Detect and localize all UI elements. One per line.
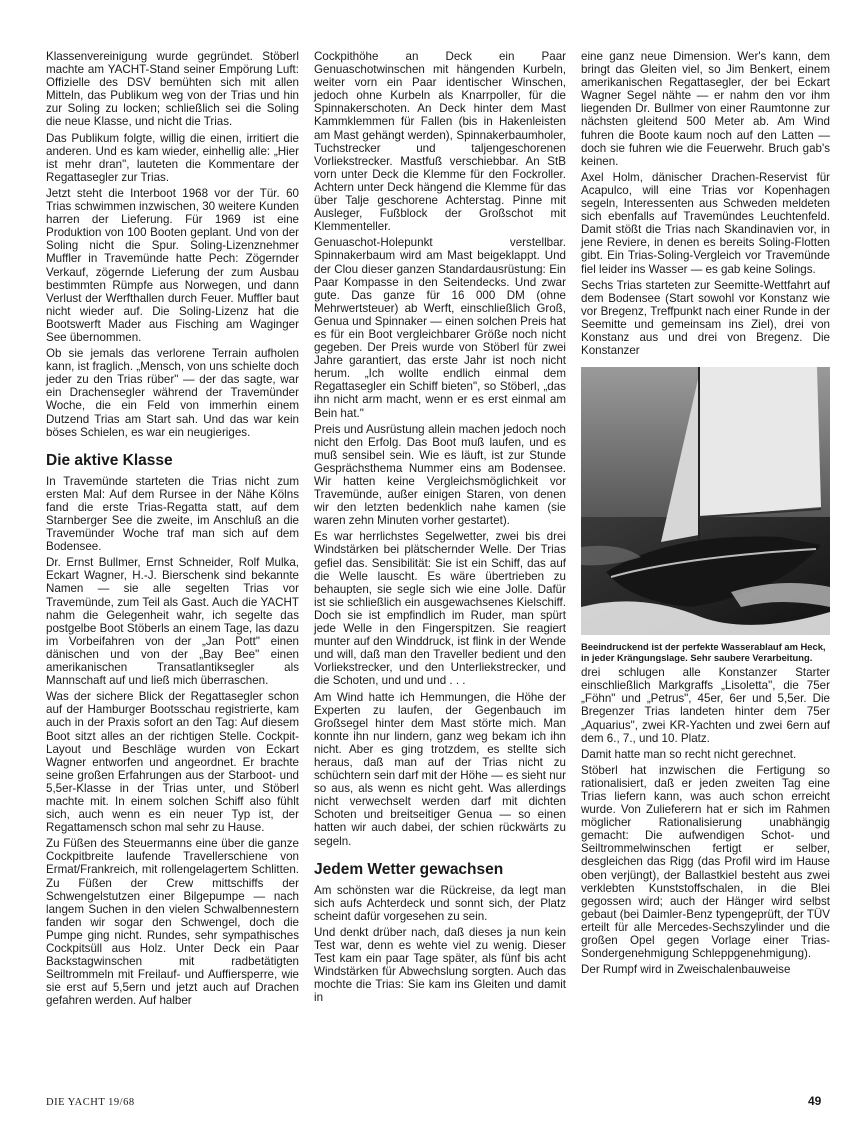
paragraph: Das Publikum folgte, willig die einen, irritiert die anderen. Und es kam wieder, einhellig alle: „Hier ist mehr dran", lauteten die Kommentare der Regattasegler zur Trias. [46, 131, 299, 184]
paragraph: Zu Füßen des Steuermanns eine über die ganze Cockpitbreite laufende Travellerschiene von Ermat/Frankreich, mit rollengelagertem Schlitten. Zu Füßen der Crew mittschiffs der Schwengelstutzen einer Bilgepumpe — nach langem Suchen in den vielen Schwalbennestern fanden wir sogar den Schwengel, doch die Pumpe ging nicht. Rundes, sehr sympathisches Cockpitsüll aus Holz. Unter Deck ein Paar Backstagwinschen mit radbetätigten Seiltrommeln mit Freilauf- und Auffiersperre, wie sie erst auf 5,5ern und jetzt auch auf Drachen gefahren werden. Auf halber [46, 837, 299, 1008]
paragraph: Sechs Trias starteten zur Seemitte-Wettfahrt auf dem Bodensee (Start sowohl vor Konstanz wie vor Bregenz, Treffpunkt nach einer Runde in der Seemitte und gemeinsam ins Ziel), drei von Konstanz aus und drei von Bregenz. Die Konstanzer [581, 278, 830, 358]
paragraph: Axel Holm, dänischer Drachen-Reservist für Acapulco, will eine Trias vor Kopenhagen segeln, Interessenten aus Schweden meldeten sich ebenfalls auf Travemündes Leuchtenfeld. Damit stößt die Trias nach Skandinavien vor, in jene Reviere, in denen es bereits Soling-Flotten gibt. Ein Trias-Soling-Vergleich vor Travemünde fiel leider ins Wasser — es gab keine Solings. [581, 170, 830, 276]
column-1 [46, 50, 299, 1010]
paragraph: eine ganz neue Dimension. Wer's kann, dem bringt das Gleiten viel, so Jim Benkert, einem amerikanischen Regattasegler, der bei Eckart Wagner Segel nähte — er nahm den vor ihm liegenden Dr. Bullmer von einer Raumtonne zur nächsten gleitend 500 Meter ab. Am Wind fuhren die Boote kaum noch auf den Latten — doch sie fuhren wie die Feuerwehr. Bruch gab's keinen. [581, 50, 830, 168]
paragraph: Und denkt drüber nach, daß dieses ja nun kein Test war, denn es wehte viel zu wenig. Dieser Test kam ein paar Tage später, als fünf bis acht Windstärken für Abwechslung sorgten. Auch das mochte die Trias: Sie kam ins Gleiten und damit in [314, 925, 566, 1005]
paragraph: Am schönsten war die Rückreise, da legt man sich aufs Achterdeck und sonnt sich, der Platz scheint dafür vorgesehen zu sein. [314, 883, 566, 923]
paragraph: Klassenvereinigung wurde gegründet. Stöberl machte am YACHT-Stand seiner Empörung Luft: Offizielle des DSV bemühten sich mit allen Mitteln, das Publikum weg von der Trias und hin zur Soling zu locken; schließlich sei die Soling die neue Klasse, und nicht die Trias. [46, 50, 299, 129]
paragraph: Was der sichere Blick der Regattasegler schon auf der Hamburger Bootsschau registrierte, kam auch in der Praxis sofort an den Tag: Auf diesem Boot sitzt alles an der richtigen Stelle. Cockpit-Layout und Beschläge wurden von Eckart Wagner entworfen und angeordnet. Er brachte seine großen Erfahrungen aus der Starboot- und 5,5er-Klasse in der Trias unter, und Stöberl machte mit. In einem solchen Schiff also fühlt sich, auch wenn es ein neuer Typ ist, der Regattamensch schon mal sehr zu Hause. [46, 690, 299, 835]
paragraph: In Travemünde starteten die Trias nicht zum ersten Mal: Auf dem Rursee in der Nähe Kölns fand die erste Trias-Regatta statt, auf dem Starnberger See die zweite, im Anschluß an die Travemünder Woche traf man sich auf dem Bodensee. [46, 474, 299, 554]
paragraph: Dr. Ernst Bullmer, Ernst Schneider, Rolf Mulka, Eckart Wagner, H.-J. Bierschenk sind bekannte Namen — sie alle segelten Trias vor Travemünde, zum Teil als Gast. Auch die YACHT nahm die Gelegenheit wahr, ich segelte das postgelbe Boot Stöberls an einem Tage, las dazu im Vorbeifahren von der „Jan Pott" einen dänischen und von der „Bay Bee" einen amerikanischen Transatlantiksegler als Mannschaft auf und ließ mich überraschen. [46, 556, 299, 688]
photo-caption: Beeindruckend ist der perfekte Wasserablauf am Heck, in jeder Krängungslage. Sehr saubere Verarbeitung. [581, 641, 826, 664]
paragraph: Jetzt steht die Interboot 1968 vor der Tür. 60 Trias schwimmen inzwischen, 30 weitere Kunden harren der Lieferung. Für 1969 ist eine Produktion von 100 Booten geplant. Und von der Soling nicht die Spur. Soling-Lizenznehmer Muffler in Travemünde hatte Pech: Zögernder Verkauf, zögernde Lieferung der zum Ausbau bestimmten Rümpfe aus Norwegen, und dann Verlust der Werfthallen durch Feuer. Muffler baut nicht wieder auf. Die Soling-Lizenz hat die Bootswerft Mader aus Fisching am Waginger See übernommen. [46, 186, 299, 344]
paragraph: Damit hatte man so recht nicht gerechnet. [581, 747, 797, 761]
sailboat-photo [581, 367, 830, 635]
paragraph: Es war herrlichstes Segelwetter, zwei bis drei Windstärken bei plätschernder Welle. Der Trias gefiel das. Sensibilität: Sie ist ein Schiff, das auf die Welle lauscht. Es wäre übertrieben zu behaupten, sie segle sich wie eine Jolle. Dafür ist sie schließlich ein ausgewachsenes Kielschiff. Doch sie ist empfindlich im Ruder, man spürt jede Welle in den Fingerspitzen. Sie reagiert munter auf den Winddruck, ist flink in der Wende und will, daß man den Traveller bedient und den Vorliekstrecker, und den Unterliekstrecker, und die Schoten, und und und . . . [314, 530, 566, 688]
paragraph: Am Wind hatte ich Hemmungen, die Höhe der Experten zu laufen, der Gegenbauch im Großsegel hinter dem Mast störte mich. Man konnte ihn nur lindern, ganz weg bekam ich ihn nicht. Aber es ging trotzdem, es stellte sich heraus, daß man auf der Trias nicht zu schüchtern sein darf mit der Höhe — es sieht nur so aus, als wenn es nicht geht. Was allerdings nicht verwechselt werden darf mit dichten Schoten und breitseitiger Genua — so einen hatten wir auch dabei, der schien rückwärts zu segeln. [314, 690, 566, 848]
section-heading: Jedem Wetter gewachsen [314, 860, 504, 878]
paragraph: Cockpithöhe an Deck ein Paar Genuaschotwinschen mit hängenden Kurbeln, weiter vorn ein Paar identischer Winschen, jedoch ohne Kurbeln als Knarrpoller, für die Spinnakerschoten. An Deck hinter dem Mast Kammklemmen für Fallen (bis in Hakenleisten am Mast gehängt werden), Spinnakerbaumholer, Tuchstrecker und taljengeschorenen Vorliekstrecker. Mastfuß verschiebbar. An StB vorn unter Deck die Klemme für den Fockroller. Achtern unter Deck hängend die Klemme für das über Talje geschorene Achterstag. Pinne mit Ausleger, Fußblock der Großschot mit Klemmenteller. [314, 50, 566, 234]
column-3 [581, 50, 830, 979]
paragraph: Der Rumpf wird in Zweischalenbauweise [581, 963, 791, 977]
page-number: 49 [808, 1094, 822, 1108]
paragraph: Ob sie jemals das verlorene Terrain aufholen kann, ist fraglich. „Mensch, von uns schielte doch jeder zu den Trias rüber" — der das sagte, war ein Drachensegler während der Travemünder Woche, die ein Feld von immerhin einem Dutzend Trias am Start sah. Und das war kein böses Schielen, es war ein neugieriges. [46, 347, 299, 439]
footer-magazine: DIE YACHT 19/68 [46, 1097, 135, 1108]
column-2 [314, 50, 566, 1007]
paragraph: Stöberl hat inzwischen die Fertigung so rationalisiert, daß er jeden zweiten Tag eine Trias liefern kann, was auch schon erreicht wurde. Von Zulieferern hat er sich im Rahmen möglicher Rationalisierung unabhängig gemacht: Die aufwendigen Schot- und Seiltrommelwinschen fertigt er selber, desgleichen das Rigg (das Profil wird im Hause oben verjüngt), der Ballastkiel besteht aus zwei verklebten Kunststoffschalen, in die Blei gegossen wird; auch der Hänger wird selbst gebaut (bei Daimler-Benz typengeprüft, der TÜV erteilt für alle Mercedes-Sechszylinder und die großen Opel gegen Vorlage einer Trias-Sondergenehmigung Schleppgenehmigung). [581, 763, 830, 961]
paragraph: Preis und Ausrüstung allein machen jedoch noch nicht den Erfolg. Das Boot muß laufen, und es muß sensibel sein. Wie es läuft, ist zur Stunde Gesprächsthema Nummer eins am Bodensee. Wir hatten keine Vergleichsmöglichkeit vor Travemünde, außer einigen Staren, von denen wir den letzten bedenklich nahe kamen (sie waren zehn Minuten vorher gestartet). [314, 422, 566, 528]
section-heading: Die aktive Klasse [46, 451, 173, 469]
paragraph: Genuaschot-Holepunkt verstellbar. Spinnakerbaum wird am Mast beigeklappt. Und der Clou dieser ganzen Standardausrüstung: Ein Paar Kompasse in den Seitendecks. Und zwar gute. Das ganze für 16 000 DM (ohne Mehrwertsteuer) ab Werft, einschließlich Groß, Genua und Spinnaker — einen solchen Preis hat es für ein Boot vergleichbarer Größe noch nicht gegeben. Der Preis wurde von Stöberl für zwei Jahre garantiert, das erste Jahr ist noch nicht herum. „Ich wollte endlich einmal dem Regattasegler ein Schiff bieten", so Stöberl, „das ihn nicht arm macht, wenn er es erst einmal am Bein hat." [314, 236, 566, 420]
paragraph: drei schlugen alle Konstanzer Starter einschließlich Markgraffs „Lisoletta", die 75er „Föhn" und „Petrus", 45er, 6er und 5,5er. Die Bregenzer Trias landeten hinter dem 75er „Aquarius", zwei KR-Yachten und zwei 6ern auf dem 6., 7., und 10. Platz. [581, 666, 830, 745]
